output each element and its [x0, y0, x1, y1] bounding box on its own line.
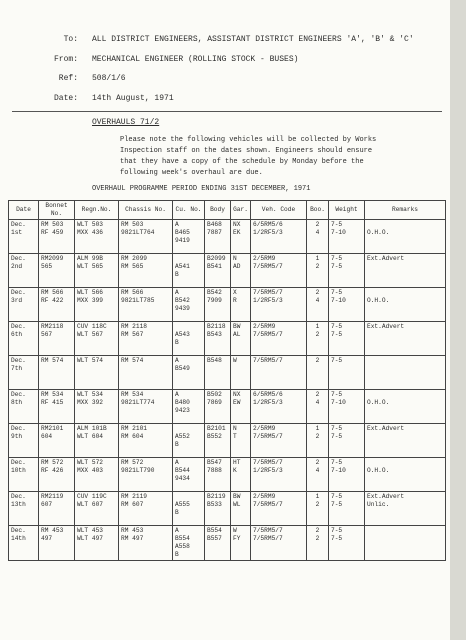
- cell-remarks: [365, 356, 446, 390]
- cell-gar: W FY: [231, 526, 251, 561]
- cell-date: Dec. 14th: [9, 526, 39, 561]
- cell-date: Dec. 1st: [9, 220, 39, 254]
- overhaul-table: [8, 200, 446, 561]
- cell-regn-no: ALM 101B WLT 604: [75, 424, 119, 458]
- cell-cu-no: A B480 9423: [173, 390, 205, 424]
- cell-remarks: Ext.Advert: [365, 424, 446, 458]
- programme-title: OVERHAUL PROGRAMME PERIOD ENDING 31ST DECEMBER, 1971: [92, 185, 311, 193]
- cell-regn-no: WLT 566 MXX 399: [75, 288, 119, 322]
- date-label: Date:: [53, 94, 78, 103]
- cell-boo: 2 4: [307, 288, 329, 322]
- col-header-chassis-no: Chassis No.: [119, 201, 173, 220]
- cell-chassis-no: RM 534 9821LT774: [119, 390, 173, 424]
- table-row: [9, 288, 446, 322]
- cell-weight: 7-5 7-5: [329, 526, 365, 561]
- cell-chassis-no: RM 566 9821LT785: [119, 288, 173, 322]
- cell-bonnet-no: RM 572 RF 426: [39, 458, 75, 492]
- cell-date: Dec. 6th: [9, 322, 39, 356]
- cell-cu-no: A B544 9434: [173, 458, 205, 492]
- cell-date: Dec. 3rd: [9, 288, 39, 322]
- table-row: [9, 220, 446, 254]
- header-rule: [12, 111, 442, 112]
- cell-regn-no: WLT 574: [75, 356, 119, 390]
- from-label: From:: [53, 55, 78, 64]
- cell-date: Dec. 2nd: [9, 254, 39, 288]
- cell-date: Dec. 13th: [9, 492, 39, 526]
- cell-regn-no: WLT 503 MXX 436: [75, 220, 119, 254]
- table-row: [9, 322, 446, 356]
- cell-body: B547 7888: [205, 458, 231, 492]
- col-header-date: Date: [9, 201, 39, 220]
- cell-bonnet-no: RM2119 607: [39, 492, 75, 526]
- cell-cu-no: A541 B: [173, 254, 205, 288]
- body-line-3: that they have a copy of the schedule by Monday before the: [120, 158, 364, 166]
- cell-chassis-no: RM 572 9821LT790: [119, 458, 173, 492]
- cell-boo: 1 2: [307, 254, 329, 288]
- cell-regn-no: WLT 534 MXX 392: [75, 390, 119, 424]
- table-row: [9, 492, 446, 526]
- table-header-row: [9, 201, 446, 220]
- cell-remarks: O.H.O.: [365, 288, 446, 322]
- cell-veh-code: 6/5RM5/6 1/2RF5/3: [251, 390, 307, 424]
- cell-remarks: O.H.O.: [365, 220, 446, 254]
- col-header-cu-no: Cu. No.: [173, 201, 205, 220]
- cell-veh-code: 2/5RM9 7/5RM5/7: [251, 424, 307, 458]
- cell-chassis-no: RM 2119 RM 607: [119, 492, 173, 526]
- cell-boo: 2: [307, 356, 329, 390]
- cell-boo: 2 4: [307, 220, 329, 254]
- subject-heading: OVERHAULS 71/2: [92, 118, 160, 127]
- cell-body: B2118 B543: [205, 322, 231, 356]
- cell-bonnet-no: RM 574: [39, 356, 75, 390]
- cell-weight: 7-5 7-10: [329, 390, 365, 424]
- cell-boo: 1 2: [307, 424, 329, 458]
- cell-gar: BW AL: [231, 322, 251, 356]
- cell-bonnet-no: RM 534 RF 415: [39, 390, 75, 424]
- cell-cu-no: A B554 A558 B: [173, 526, 205, 561]
- cell-regn-no: WLT 453 WLT 497: [75, 526, 119, 561]
- ref-value: 508/1/6: [92, 74, 126, 83]
- cell-gar: W: [231, 356, 251, 390]
- col-header-gar: Gar.: [231, 201, 251, 220]
- cell-weight: 7-5 7-5: [329, 492, 365, 526]
- cell-gar: N T: [231, 424, 251, 458]
- cell-cu-no: A555 B: [173, 492, 205, 526]
- cell-body: B2119 B533: [205, 492, 231, 526]
- cell-gar: N AD: [231, 254, 251, 288]
- cell-date: Dec. 8th: [9, 390, 39, 424]
- to-value: ALL DISTRICT ENGINEERS, ASSISTANT DISTRICT ENGINEERS 'A', 'B' & 'C': [92, 35, 414, 44]
- cell-body: B548: [205, 356, 231, 390]
- cell-veh-code: 7/5RM5/7 1/2RF5/3: [251, 288, 307, 322]
- cell-remarks: O.H.O.: [365, 390, 446, 424]
- cell-weight: 7-5 7-10: [329, 288, 365, 322]
- cell-remarks: [365, 526, 446, 561]
- col-header-veh-code: Veh. Code: [251, 201, 307, 220]
- cell-remarks: Ext.Advert: [365, 322, 446, 356]
- table-row: [9, 390, 446, 424]
- cell-bonnet-no: RM 453 497: [39, 526, 75, 561]
- cell-body: B2099 B541: [205, 254, 231, 288]
- cell-gar: NX EW: [231, 390, 251, 424]
- cell-body: B2101 B552: [205, 424, 231, 458]
- table-row: [9, 356, 446, 390]
- cell-veh-code: 7/5RM5/7 1/2RF5/3: [251, 458, 307, 492]
- cell-body: B542 7909: [205, 288, 231, 322]
- cell-boo: 1 2: [307, 322, 329, 356]
- cell-bonnet-no: RM2118 567: [39, 322, 75, 356]
- col-header-weight: Weight: [329, 201, 365, 220]
- cell-weight: 7-5 7-5: [329, 424, 365, 458]
- cell-regn-no: CUV 119C WLT 607: [75, 492, 119, 526]
- cell-date: Dec. 9th: [9, 424, 39, 458]
- cell-regn-no: ALM 99B WLT 565: [75, 254, 119, 288]
- col-header-regn-no: Regn.No.: [75, 201, 119, 220]
- table-row: [9, 526, 446, 561]
- cell-chassis-no: RM 2118 RM 567: [119, 322, 173, 356]
- cell-date: Dec. 10th: [9, 458, 39, 492]
- cell-boo: 1 2: [307, 492, 329, 526]
- cell-cu-no: A B549: [173, 356, 205, 390]
- body-line-4: following week's overhaul are due.: [120, 169, 263, 177]
- cell-gar: X R: [231, 288, 251, 322]
- cell-chassis-no: RM 453 RM 497: [119, 526, 173, 561]
- cell-regn-no: CUV 118C WLT 567: [75, 322, 119, 356]
- to-label: To:: [63, 35, 78, 44]
- cell-gar: HT K: [231, 458, 251, 492]
- cell-gar: NX EK: [231, 220, 251, 254]
- cell-veh-code: 7/5RM5/7: [251, 356, 307, 390]
- body-line-1: Please note the following vehicles will be collected by Works: [120, 136, 377, 144]
- cell-veh-code: 2/5RM9 7/5RM5/7: [251, 322, 307, 356]
- col-header-body: Body: [205, 201, 231, 220]
- cell-body: B554 B557: [205, 526, 231, 561]
- cell-bonnet-no: RM 503 RF 459: [39, 220, 75, 254]
- cell-boo: 2 2: [307, 526, 329, 561]
- cell-veh-code: 2/5RM9 7/5RM5/7: [251, 492, 307, 526]
- from-value: MECHANICAL ENGINEER (ROLLING STOCK - BUSES): [92, 55, 299, 64]
- cell-chassis-no: RM 574: [119, 356, 173, 390]
- cell-veh-code: 6/5RM5/6 1/2RF5/3: [251, 220, 307, 254]
- ref-label: Ref:: [58, 74, 78, 83]
- cell-bonnet-no: RM2101 604: [39, 424, 75, 458]
- cell-bonnet-no: RM2099 565: [39, 254, 75, 288]
- cell-weight: 7-5: [329, 356, 365, 390]
- cell-weight: 7-5 7-5: [329, 254, 365, 288]
- cell-remarks: Ext.Advert: [365, 254, 446, 288]
- cell-boo: 2 4: [307, 458, 329, 492]
- cell-bonnet-no: RM 566 RF 422: [39, 288, 75, 322]
- cell-regn-no: WLT 572 MXX 403: [75, 458, 119, 492]
- cell-chassis-no: RM 2099 RM 565: [119, 254, 173, 288]
- page-edge: [450, 0, 466, 640]
- cell-veh-code: 2/5RM9 7/5RM5/7: [251, 254, 307, 288]
- col-header-remarks: Remarks: [365, 201, 446, 220]
- cell-date: Dec. 7th: [9, 356, 39, 390]
- table-row: [9, 458, 446, 492]
- date-value: 14th August, 1971: [92, 94, 174, 103]
- col-header-bonnet-no: Bonnet No.: [39, 201, 75, 220]
- table-row: [9, 424, 446, 458]
- cell-boo: 2 4: [307, 390, 329, 424]
- cell-cu-no: A543 B: [173, 322, 205, 356]
- cell-cu-no: A B542 9439: [173, 288, 205, 322]
- cell-body: B468 7887: [205, 220, 231, 254]
- cell-veh-code: 7/5RM5/7 7/5RM5/7: [251, 526, 307, 561]
- cell-chassis-no: RM 503 9821LT764: [119, 220, 173, 254]
- cell-cu-no: A552 B: [173, 424, 205, 458]
- cell-weight: 7-5 7-10: [329, 458, 365, 492]
- cell-gar: BW WL: [231, 492, 251, 526]
- cell-remarks: Ext.Advert Unlic.: [365, 492, 446, 526]
- cell-weight: 7-5 7-10: [329, 220, 365, 254]
- cell-chassis-no: RM 2101 RM 604: [119, 424, 173, 458]
- body-line-2: Inspection staff on the dates shown. Engineers should ensure: [120, 147, 373, 155]
- col-header-boo: Boo.: [307, 201, 329, 220]
- cell-body: B502 7869: [205, 390, 231, 424]
- cell-weight: 7-5 7-5: [329, 322, 365, 356]
- cell-remarks: O.H.O.: [365, 458, 446, 492]
- cell-cu-no: A B465 9419: [173, 220, 205, 254]
- table-row: [9, 254, 446, 288]
